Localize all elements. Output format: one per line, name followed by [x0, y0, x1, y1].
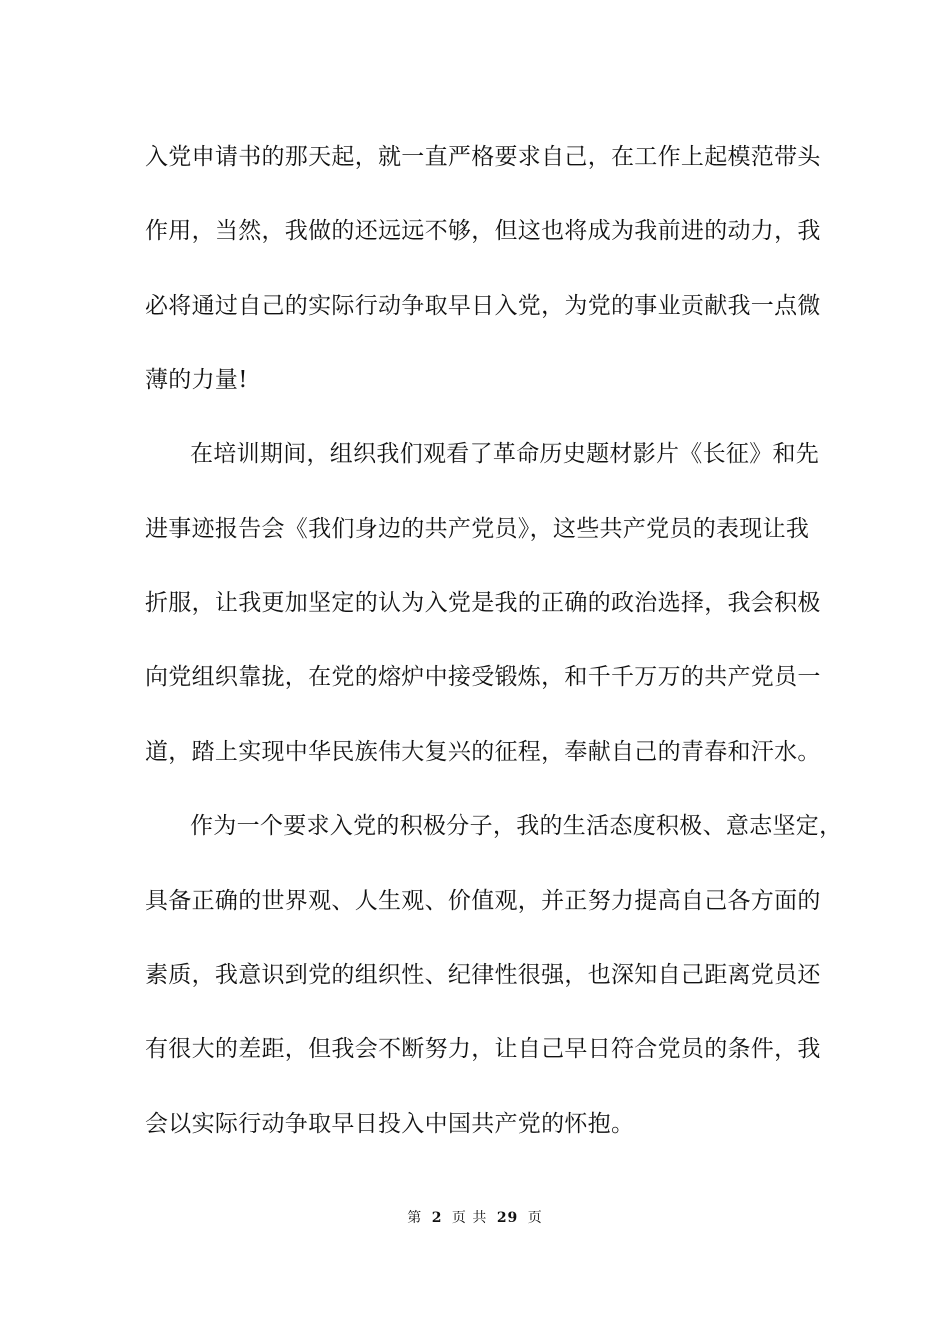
- text-line: 向党组织靠拢，在党的熔炉中接受锻炼，和千千万万的共产党员一: [145, 664, 821, 690]
- footer-middle: 页 共: [451, 1210, 488, 1226]
- text-line: 进事迹报告会《我们身边的共产党员》，这些共产党员的表现让我: [145, 516, 810, 542]
- footer-prefix: 第: [407, 1210, 423, 1226]
- text-line: 折服，让我更加坚定的认为入党是我的正确的政治选择，我会积极: [145, 590, 821, 616]
- current-page-number: 2: [431, 1210, 443, 1226]
- total-pages-number: 29: [496, 1210, 519, 1226]
- text-line: 作用，当然，我做的还远远不够，但这也将成为我前进的动力，我: [145, 218, 821, 244]
- footer-suffix: 页: [527, 1210, 543, 1226]
- text-line: 有很大的差距，但我会不断努力，让自己早日符合党员的条件，我: [145, 1036, 821, 1062]
- text-line: 入党申请书的那天起，就一直严格要求自己，在工作上起模范带头: [145, 144, 821, 170]
- text-line: 具备正确的世界观、人生观、价值观，并正努力提高自己各方面的: [145, 888, 821, 914]
- text-line: 素质，我意识到党的组织性、纪律性很强，也深知自己距离党员还: [145, 962, 821, 988]
- text-line: 作为一个要求入党的积极分子，我的生活态度积极、意志坚定，: [190, 813, 843, 839]
- text-line: 道，踏上实现中华民族伟大复兴的征程，奉献自己的青春和汗水。: [145, 739, 821, 765]
- text-line: 在培训期间，组织我们观看了革命历史题材影片《长征》和先: [190, 441, 820, 467]
- text-line: 薄的力量!: [145, 367, 248, 393]
- page-footer: [0, 1207, 950, 1227]
- text-line: 必将通过自己的实际行动争取早日入党，为党的事业贡献我一点微: [145, 293, 821, 319]
- text-line: 会以实际行动争取早日投入中国共产党的怀抱。: [145, 1111, 635, 1137]
